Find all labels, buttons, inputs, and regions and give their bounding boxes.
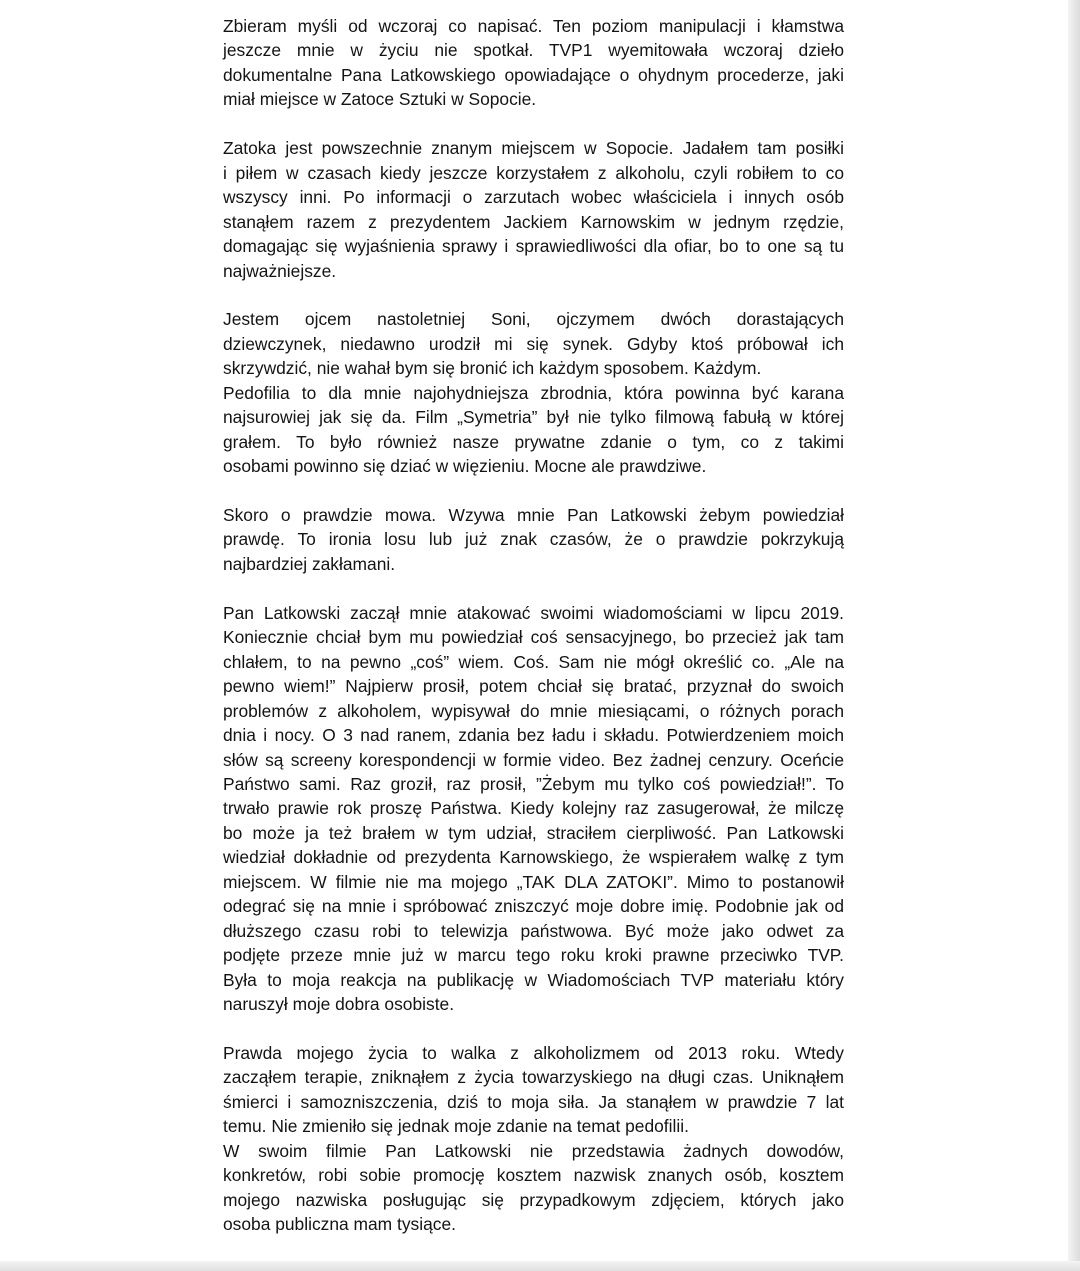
text-line: dłuższego czasu robi to telewizja państwowa. Być może jako odwet za [223,920,844,941]
paragraph [223,601,844,1017]
text-line: problemów z alkoholem, wypisywał do mnie miesiącami, o różnych porach [223,700,844,721]
page-edge-right [1068,0,1080,1271]
text-line: wiedział dokładnie od prezydenta Karnowskiego, że wspierałem walkę z tym [223,847,844,868]
document-page [223,14,844,1261]
page-edge-bottom [0,1261,1080,1271]
text-line: miejscem. W filmie nie ma mojego „TAK DLA ZATOKI”. Mimo to postanowił [223,871,844,892]
text-line: i piłem w czasach kiedy jeszcze korzystałem z alkoholu, czyli robiłem to co [223,162,844,183]
text-line: konkretów, robi sobie promocję kosztem nazwisk znanych osób, kosztem [223,1165,844,1186]
text-line: trwało prawie rok proszę Państwa. Kiedy kolejny raz zasugerował, że milczę [223,798,844,819]
text-line: osoba publiczna mam tysiące. [223,1214,456,1235]
text-line: śmierci i samozniszczenia, dziś to moja siła. Ja stanąłem w prawdzie 7 lat [223,1091,844,1112]
paragraph [223,1041,844,1237]
text-line: najważniejsze. [223,260,337,281]
text-line: mojego nazwiska posługując się przypadkowym zdjęciem, których jako [223,1189,844,1210]
text-line: chlałem, to na pewno „coś” wiem. Coś. Sam nie mógł określić co. „Ale na [223,651,844,672]
text-line: W swoim filmie Pan Latkowski nie przedstawia żadnych dowodów, [223,1140,844,1161]
text-line: dokumentalne Pana Latkowskiego opowiadające o ohydnym procederze, jaki [223,64,844,85]
text-line: najbardziej zakłamani. [223,553,396,574]
text-line: Jestem ojcem nastoletniej Soni, ojczymem dwóch dorastających [223,309,844,330]
text-line: bo może ja też brałem w tym udział, straciłem cierpliwość. Pan Latkowski [223,822,844,843]
paragraph [223,307,844,478]
text-line: Zbieram myśli od wczoraj co napisać. Ten poziom manipulacji i kłamstwa [223,16,844,36]
text-line: Prawda mojego życia to walka z alkoholizmem od 2013 roku. Wtedy [223,1042,844,1063]
text-line: jeszcze mnie w życiu nie spotkał. TVP1 wyemitowała wczoraj dzieło [223,40,844,61]
text-line: zacząłem terapie, zniknąłem z życia towarzyskiego na długi czas. Uniknąłem [223,1067,844,1088]
text-line: wszyscy inni. Po informacji o zarzutach wobec właściciela i innych osób [223,187,844,208]
text-line: Była to moja reakcja na publikację w Wiadomościach TVP materiału który [223,969,844,990]
text-line: Zatoka jest powszechnie znanym miejscem w Sopocie. Jadałem tam posiłki [223,138,844,159]
text-line: grałem. To było również nasze prywatne zdanie o tym, co z takimi [223,431,844,452]
paragraph [223,503,844,576]
text-line: Koniecznie chciał bym mu powiedział coś sensacyjnego, bo przecież jak tam [223,627,844,648]
text-line: dziewczynek, niedawno urodził mi się synek. Gdyby ktoś próbował ich [223,333,844,354]
text-line: miał miejsce w Zatoce Sztuki w Sopocie. [223,89,537,110]
text-line: Skoro o prawdzie mowa. Wzywa mnie Pan Latkowski żebym powiedział [223,505,844,526]
text-line: naruszył moje dobra osobiste. [223,994,455,1015]
paragraph [223,136,844,283]
text-line: pewno wiem!” Najpierw prosił, potem chciał się bratać, przyznał do swoich [223,676,844,697]
text-line: odegrać się na mnie i spróbować zniszczyć moje dobre imię. Podobnie jak od [223,896,844,917]
text-line: stanąłem razem z prezydentem Jackiem Karnowskim w jednym rzędzie, [223,211,844,232]
text-line: najsurowiej jak się da. Film „Symetria” był nie tylko filmową fabułą w której [223,407,844,428]
text-line: prawdę. To ironia losu lub już znak czasów, że o prawdzie pokrzykują [223,529,844,550]
text-line: temu. Nie zmieniło się jednak moje zdanie na temat pedofilii. [223,1116,689,1137]
text-line: Pedofilia to dla mnie najohydniejsza zbrodnia, która powinna być karana [223,382,844,403]
text-line: podjęte przeze mnie już w marcu tego roku kroki prawne przeciwko TVP. [223,945,844,966]
text-line: osobami powinno się dziać w więzieniu. Mocne ale prawdziwe. [223,456,707,477]
text-line: dnia i nocy. O 3 nad ranem, zdania bez ładu i składu. Potwierdzeniem moich [223,725,844,746]
paragraph [223,14,844,112]
text-line: skrzywdzić, nie wahał bym się bronić ich każdym sposobem. Każdym. [223,358,762,379]
text-line: słów są screeny korespondencji w formie video. Bez żadnej cenzury. Oceńcie [223,749,844,770]
text-line: domagając się wyjaśnienia sprawy i sprawiedliwości dla ofiar, bo to one są tu [223,236,844,257]
text-line: Pan Latkowski zaczął mnie atakować swoimi wiadomościami w lipcu 2019. [223,602,844,623]
text-line: Państwo sami. Raz groził, raz prosił, ”Żebym mu tylko coś powiedział!”. To [223,773,844,794]
